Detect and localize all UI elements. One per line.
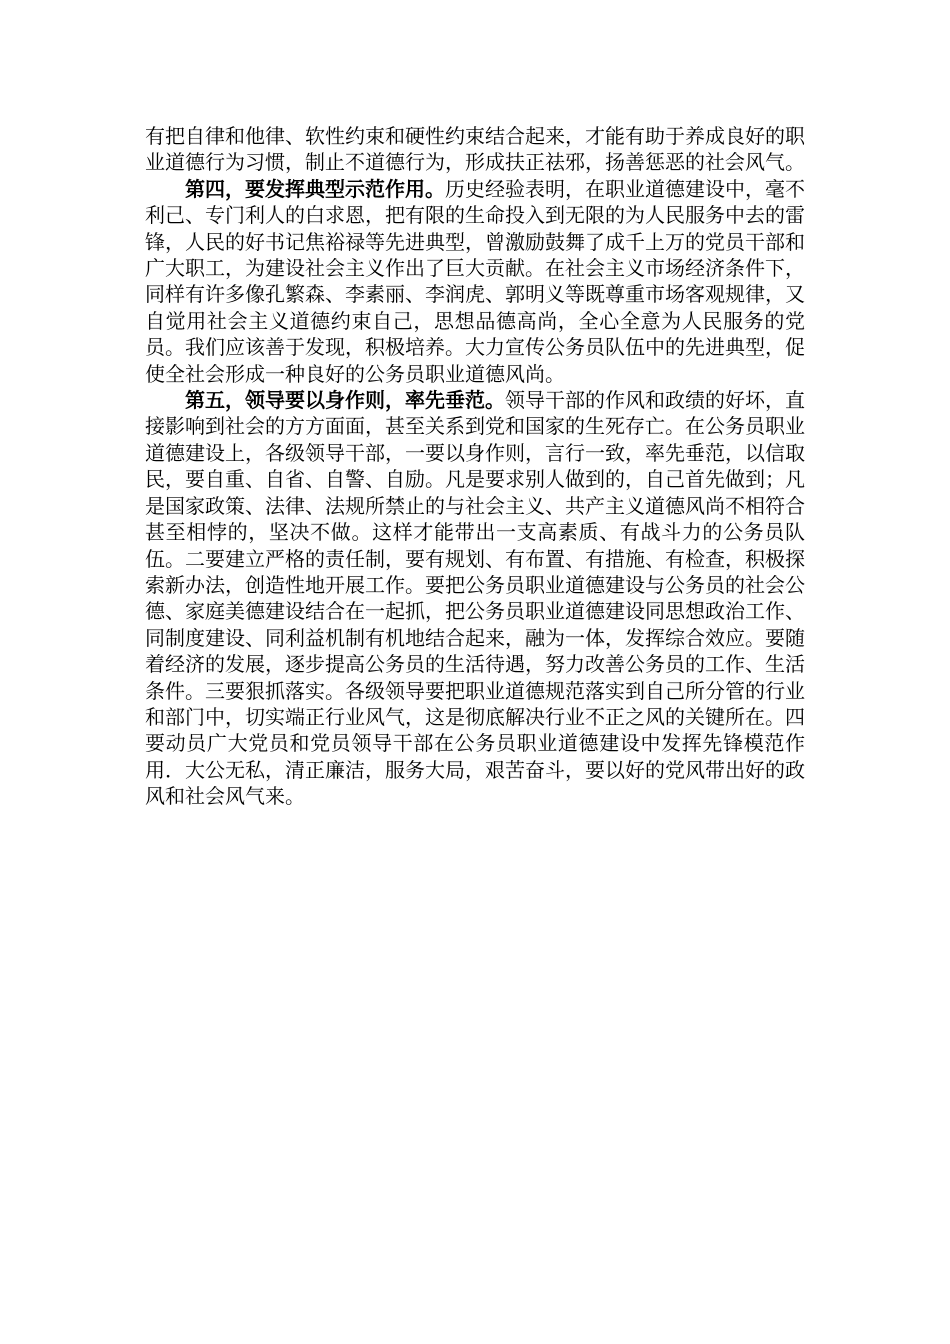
paragraph-continuation — [145, 123, 805, 176]
paragraph-heading: 第五，领导要以身作则，率先垂范。 — [185, 388, 505, 413]
paragraph-text: 历史经验表明，在职业道德建设中，毫不利己、专门利人的白求恩，把有限的生命投入到无限的为人民服务中去的雷锋，人民的好书记焦裕禄等先进典型，曾激励鼓舞了成千上万的党员干部和广大职工，为建设社会主义作出了巨大贡献。在社会主义市场经济条件下，同样有许多像孔繁森、李素丽、李润虎、郭明义等既尊重市场客观规律，又自觉用社会主义道德约束自己，思想品德高尚，全心全意为人民服务的党员。我们应该善于发现，积极培养。大力宣传公务员队伍中的先进典型，促使全社会形成一种良好的公务员职业道德风尚。 — [145, 176, 805, 386]
paragraph-text: 领导干部的作风和政绩的好坏，直接影响到社会的方方面面，甚至关系到党和国家的生死存亡。在公务员职业道德建设上，各级领导干部，一要以身作则，言行一致，率先垂范，以信取民，要自重、自省、自警、自励。凡是要求别人做到的，自己首先做到；凡是国家政策、法律、法规所禁止的与社会主义、共产主义道德风尚不相符合甚至相悖的，坚决不做。这样才能带出一支高素质、有战斗力的公务员队伍。二要建立严格的责任制，要有规划、有布置、有措施、有检查，积极探索新办法，创造性地开展工作。要把公务员职业道德建设与公务员的社会公德、家庭美德建设结合在一起抓，把公务员职业道德建设同思想政治工作、同制度建设、同利益机制有机地结合起来，融为一体，发挥综合效应。要随着经济的发展，逐步提高公务员的生活待遇，努力改善公务员的工作、生活条件。三要狠抓落实。各级领导要把职业道德规范落实到自己所分管的行业和部门中，切实端正行业风气，这是彻底解决行业不正之风的关键所在。四要动员广大党员和党员领导干部在公务员职业道德建设中发挥先锋模范作用．大公无私，清正廉洁，服务大局，艰苦奋斗，要以好的党风带出好的政风和社会风气来。 — [145, 388, 805, 809]
paragraph-fifth-point — [145, 387, 805, 810]
paragraph-fourth-point — [145, 176, 805, 387]
document-page — [145, 123, 805, 810]
paragraph-heading: 第四，要发挥典型示范作用。 — [185, 176, 445, 201]
paragraph-text: 有把自律和他律、软性约束和硬性约束结合起来，才能有助于养成良好的职业道德行为习惯，制止不道德行为，形成扶正祛邪，扬善惩恶的社会风气。 — [145, 124, 805, 175]
